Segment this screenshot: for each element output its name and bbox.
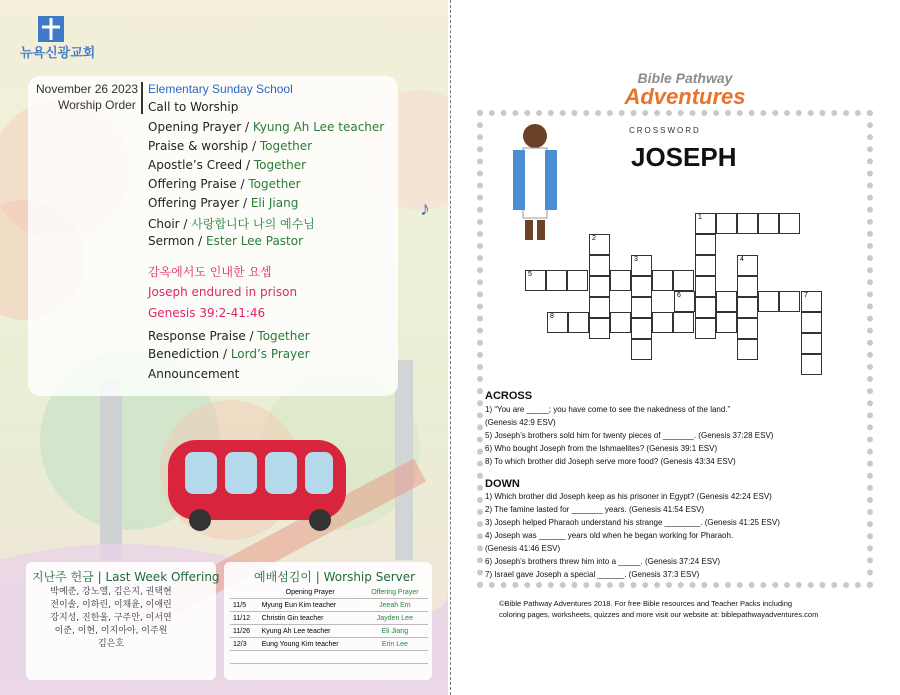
puzzle-title: JOSEPH <box>631 142 737 172</box>
worship-item: Apostle’s Creed / Together <box>148 158 307 172</box>
crossword-cell[interactable] <box>589 318 610 339</box>
table-cell <box>259 651 362 664</box>
offering-title: 지난주 헌금 | Last Week Offering <box>32 570 220 584</box>
clue-text: 1) “You are _____; you have come to see the nakedness of the land.” <box>485 405 731 414</box>
crossword-cell[interactable] <box>801 333 822 354</box>
offering-line: 이준, 이현, 이지아아, 이주원 <box>54 626 168 636</box>
brand-logo <box>595 70 775 110</box>
worship-item: Praise & worship / Together <box>148 139 313 153</box>
crossword-cell[interactable] <box>631 255 652 276</box>
worship-item: Offering Praise / Together <box>148 177 301 191</box>
crossword-cell[interactable] <box>547 312 568 333</box>
table-row <box>230 638 428 651</box>
crossword-cell[interactable] <box>737 213 758 234</box>
crossword-cell[interactable] <box>758 213 779 234</box>
crossword-cell[interactable] <box>695 234 716 255</box>
crossword-cell[interactable] <box>631 297 652 318</box>
crossword-cell[interactable] <box>610 270 631 291</box>
crossword-cell[interactable] <box>589 255 610 276</box>
crossword-cell[interactable] <box>716 213 737 234</box>
worship-item: Offering Prayer / Eli Jiang <box>148 196 299 210</box>
table-cell: Eli Jiang <box>362 625 428 638</box>
crossword-cell[interactable] <box>758 291 779 312</box>
crossword-cell[interactable] <box>652 312 673 333</box>
table-cell <box>230 586 259 599</box>
table-cell: 12/3 <box>230 638 259 651</box>
logo-mark <box>38 14 68 44</box>
worship-item: Response Praise / Together <box>148 329 310 343</box>
brand-line-2: Adventures <box>624 84 746 109</box>
crossword-page <box>455 0 900 695</box>
table-row <box>230 625 428 638</box>
footer-line: coloring pages, worksheets, quizzes and more visit our website at: biblepathwayadventures.com <box>499 610 819 619</box>
crossword-cell[interactable] <box>737 255 758 276</box>
fold-line <box>450 0 451 695</box>
crossword-cell[interactable] <box>589 234 610 255</box>
crossword-cell[interactable] <box>737 297 758 318</box>
table-cell: Jayden Lee <box>362 612 428 625</box>
clue-text: 6) Who bought Joseph from the Ishmaelites? (Genesis 39:1 ESV) <box>485 444 718 453</box>
crossword-cell[interactable] <box>674 291 695 312</box>
crossword-cell[interactable] <box>695 318 716 339</box>
offering-line: 강지성, 진한울, 구주안, 이서연 <box>50 613 172 623</box>
crossword-cell[interactable] <box>652 270 673 291</box>
crossword-cell[interactable] <box>610 312 631 333</box>
brand-line-1: Bible Pathway <box>637 70 733 86</box>
table-header: Offering Prayer <box>362 586 428 599</box>
table-cell: Kyung Ah Lee teacher <box>259 625 362 638</box>
crossword-cell[interactable] <box>716 312 737 333</box>
clue-text: 7) Israel gave Joseph a special ______. (Genesis 37:3 ESV) <box>485 570 700 579</box>
offering-names <box>36 586 186 651</box>
crossword-cell[interactable] <box>695 255 716 276</box>
worship-item: Choir / 사랑합니다 나의 예수님 <box>148 217 315 231</box>
crossword-cell[interactable] <box>631 276 652 297</box>
table-cell: 11/26 <box>230 625 259 638</box>
worship-item: Opening Prayer / Kyung Ah Lee teacher <box>148 120 385 134</box>
sermon-title: Joseph endured in prison <box>148 285 298 299</box>
joseph-illustration <box>499 120 569 250</box>
table-cell: 11/12 <box>230 612 259 625</box>
crossword-cell[interactable] <box>589 276 610 297</box>
crossword-label: CROSSWORD <box>629 126 701 135</box>
table-cell: 11/5 <box>230 599 259 612</box>
crossword-cell[interactable] <box>779 291 800 312</box>
worship-order-label: Worship Order <box>58 98 136 112</box>
footer-line: ©Bible Pathway Adventures 2018. For free Bible resources and Teacher Packs including <box>499 599 793 608</box>
crossword-cell[interactable] <box>801 354 822 375</box>
crossword-cell[interactable] <box>525 270 546 291</box>
clue-text: 2) The famine lasted for _______ years. (Genesis 41:54 ESV) <box>485 505 705 514</box>
table-header-row <box>230 586 428 599</box>
clue-text: 8) To which brother did Joseph serve more food? (Genesis 43:34 ESV) <box>485 457 736 466</box>
offering-line: 김은호 <box>97 639 125 649</box>
table-cell: Christin Gin teacher <box>259 612 362 625</box>
table-header: Opening Prayer <box>259 586 362 599</box>
crossword-cell[interactable] <box>567 270 588 291</box>
worship-item: Sermon / Ester Lee Pastor <box>148 234 304 248</box>
music-note-icon: ♪ <box>420 198 430 220</box>
crossword-cell[interactable] <box>631 318 652 339</box>
school-name: Elementary Sunday School <box>148 82 293 96</box>
clue-text: 4) Joseph was ______ years old when he began working for Pharaoh. <box>485 531 734 540</box>
down-heading: DOWN <box>485 478 520 490</box>
clue-text: 5) Joseph’s brothers sold him for twenty pieces of _______. (Genesis 37:28 ESV) <box>485 431 774 440</box>
table-cell: Eung Young Kim teacher <box>259 638 362 651</box>
vertical-rule <box>141 82 143 114</box>
crossword-cell[interactable] <box>779 213 800 234</box>
service-date: November 26 2023 <box>36 82 139 96</box>
table-row <box>230 612 428 625</box>
offering-line: 전이솔, 이하린, 이채윤, 이애린 <box>50 600 172 610</box>
worship-server-title: 예배섬김이 | Worship Server <box>254 570 416 584</box>
copyright-footer <box>499 598 818 620</box>
clue-number: 4 <box>740 256 744 263</box>
clue-text: 6) Joseph’s brothers threw him into a _____. (Genesis 37:24 ESV) <box>485 557 721 566</box>
worship-server-table <box>230 586 428 664</box>
clue-text: 1) Which brother did Joseph keep as his prisoner in Egypt? (Genesis 42:24 ESV) <box>485 492 772 501</box>
crossword-cell[interactable] <box>673 312 694 333</box>
church-logo <box>20 36 110 64</box>
church-name: 뉴욕신광교회 <box>20 46 96 61</box>
table-row <box>230 599 428 612</box>
table-cell: Myung Eun Kim teacher <box>259 599 362 612</box>
table-cell <box>362 651 428 664</box>
crossword-cell[interactable] <box>801 291 822 312</box>
table-cell: Jeeah Em <box>362 599 428 612</box>
table-cell <box>230 651 259 664</box>
clue-number: 3 <box>634 256 638 263</box>
crossword-cell[interactable] <box>695 297 716 318</box>
table-row <box>230 651 428 664</box>
bulletin-panel <box>0 0 448 695</box>
crossword-cell[interactable] <box>546 270 567 291</box>
crossword-cell[interactable] <box>737 276 758 297</box>
crossword-cell[interactable] <box>716 291 737 312</box>
clue-number: 8 <box>550 313 554 320</box>
crossword-cell[interactable] <box>737 339 758 360</box>
crossword-cell[interactable] <box>631 339 652 360</box>
clue-number: 6 <box>677 292 681 299</box>
crossword-cell[interactable] <box>801 312 822 333</box>
table-cell: Erin Lee <box>362 638 428 651</box>
clue-text: (Genesis 42:9 ESV) <box>485 418 556 427</box>
crossword-cell[interactable] <box>589 297 610 318</box>
worship-item: Benediction / Lord’s Prayer <box>148 347 310 361</box>
clue-number: 5 <box>528 271 532 278</box>
clue-number: 1 <box>698 214 702 221</box>
crossword-cell[interactable] <box>673 270 694 291</box>
offering-line: 박예준, 강노엘, 김은지, 권택현 <box>50 587 172 597</box>
across-heading: ACROSS <box>485 390 533 402</box>
clue-text: 3) Joseph helped Pharaoh understand his strange ________. (Genesis 41:25 ESV) <box>485 518 780 527</box>
crossword-cell[interactable] <box>695 213 716 234</box>
crossword-cell[interactable] <box>695 276 716 297</box>
worship-item: Call to Worship <box>148 100 239 114</box>
crossword-cell[interactable] <box>737 318 758 339</box>
clue-text: (Genesis 41:46 ESV) <box>485 544 561 553</box>
worship-item: Announcement <box>148 367 240 381</box>
sermon-reference: Genesis 39:2-41:46 <box>148 306 266 320</box>
crossword-cell[interactable] <box>568 312 589 333</box>
clue-number: 7 <box>804 292 808 299</box>
clue-number: 2 <box>592 235 596 242</box>
sermon-korean: 감옥에서도 인내한 요셉 <box>148 265 272 279</box>
